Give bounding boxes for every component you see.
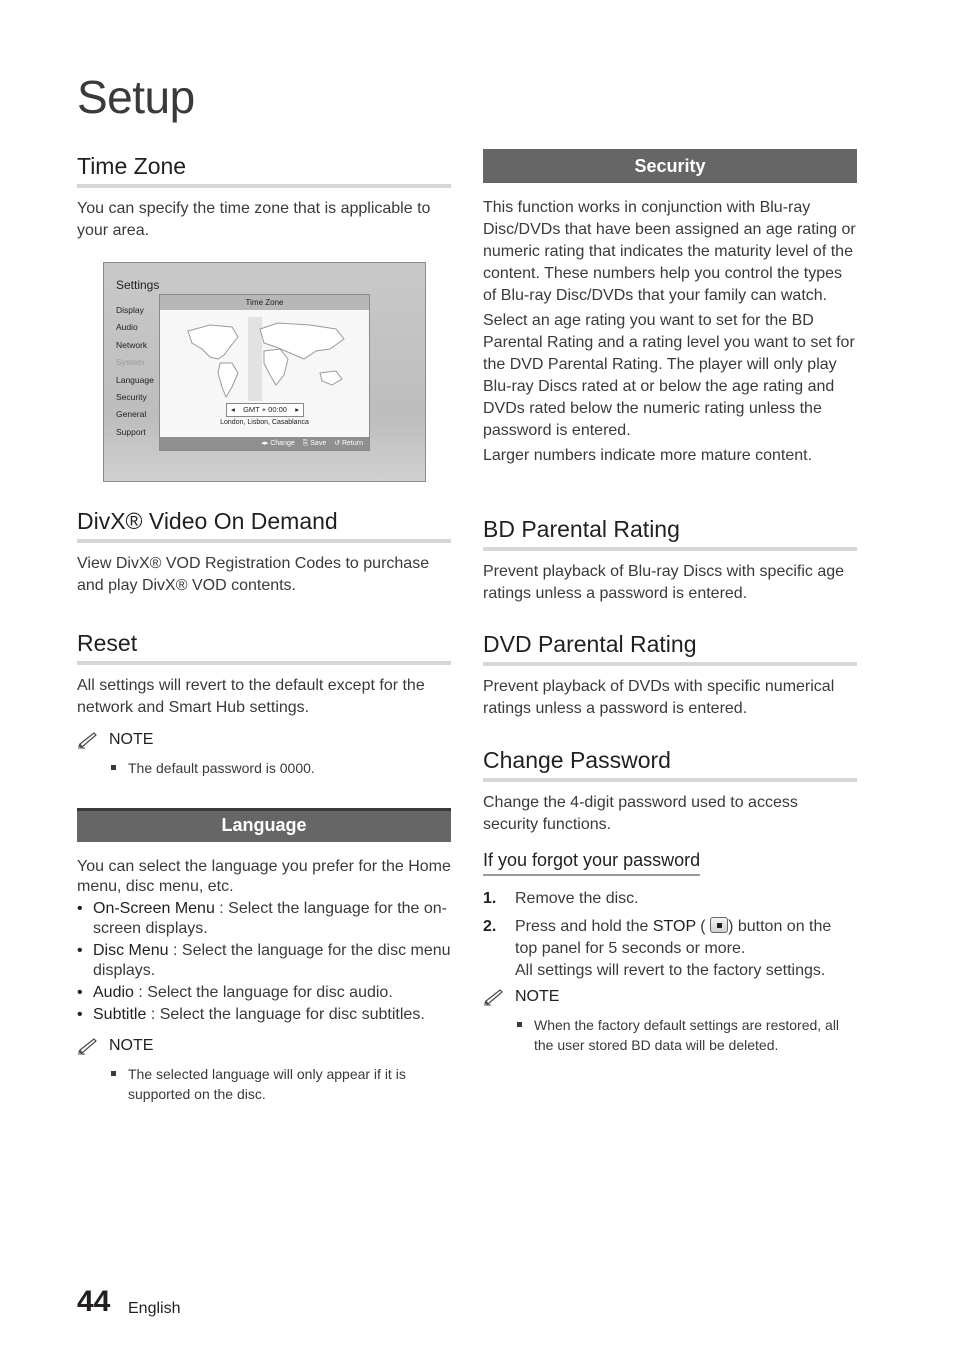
save-hint: ⎘ Save (302, 440, 327, 447)
step-text-pre: Press and hold the (515, 918, 653, 936)
term: On-Screen Menu (93, 900, 215, 917)
bd-rating-heading: BD Parental Rating (483, 517, 857, 551)
desc: : Select the language for disc audio. (133, 984, 393, 1001)
bd-rating-section (483, 517, 857, 605)
term: Audio (93, 984, 134, 1001)
divx-section (77, 509, 451, 597)
reset-note-list (77, 758, 451, 778)
note-label: NOTE (515, 988, 560, 1006)
window-footer (160, 437, 369, 450)
security-section (483, 149, 857, 470)
security-bar: Security (483, 149, 857, 183)
password-note-list (483, 1015, 857, 1055)
menu-item: General (116, 409, 147, 420)
window-title: Time Zone (160, 295, 369, 310)
page-title: Setup (77, 71, 195, 123)
steps-list (483, 888, 857, 982)
list-item (77, 1005, 451, 1025)
language-note (77, 1037, 451, 1055)
forgot-password-heading: If you forgot your password (483, 850, 700, 876)
list-item (77, 899, 451, 939)
menu-item: Network (116, 339, 148, 350)
list-item (77, 983, 451, 1003)
change-password-section (483, 748, 857, 1055)
list-item (77, 941, 451, 981)
step-number: 2. (483, 918, 497, 936)
language-note-list (77, 1064, 451, 1104)
reset-heading: Reset (77, 631, 451, 665)
reset-note (77, 731, 451, 749)
dvd-rating-section (483, 632, 857, 720)
desc: : Select the language for the disc menu displays. (93, 942, 451, 979)
menu-item: System (116, 357, 145, 368)
step-text-open: ( (695, 918, 706, 936)
note-item: When the factory default settings are restored, all the user stored BD data will be deleted. (517, 1015, 857, 1055)
password-note (483, 988, 857, 1006)
time-zone-text: You can specify the time zone that is applicable to your area. (77, 200, 431, 240)
page-number: 44 (77, 1285, 111, 1318)
time-zone-window (159, 294, 370, 451)
language-bar: Language (77, 808, 451, 842)
forgot-password (483, 850, 857, 876)
menu-item: Language (116, 374, 154, 385)
pencil-note-icon (77, 1037, 99, 1055)
security-text (483, 197, 857, 467)
stop-button-icon (710, 917, 728, 933)
step-text-post: ) button on the top panel for 5 seconds or more. (515, 918, 832, 958)
time-zone-section (77, 154, 451, 242)
menu-item: Support (116, 426, 146, 437)
divx-text: View DivX® VOD Registration Codes to purchase and play DivX® VOD contents. (77, 555, 430, 595)
step-item (483, 888, 857, 910)
term: Disc Menu (93, 942, 169, 959)
return-hint: ↺ Return (334, 440, 363, 447)
time-zone-screenshot (103, 262, 426, 482)
language-list (77, 899, 451, 1025)
left-arrow-icon[interactable]: ◂ (231, 405, 235, 414)
change-password-heading: Change Password (483, 748, 857, 782)
divx-heading: DivX® Video On Demand (77, 509, 451, 543)
stop-label: STOP (652, 918, 696, 936)
right-arrow-icon[interactable]: ▸ (295, 405, 299, 414)
language-section (77, 808, 451, 1104)
time-zone-selector[interactable] (226, 403, 304, 417)
reset-section (77, 631, 451, 778)
city-list: London, Lisbon, Casablanca (220, 419, 309, 426)
menu-item: Security (116, 391, 147, 402)
change-password-text: Change the 4-digit password used to access security functions. (483, 794, 798, 834)
reset-text: All settings will revert to the default except for the network and Smart Hub settings. (77, 677, 425, 717)
bd-rating-text: Prevent playback of Blu-ray Discs with specific age ratings unless a password is entered. (483, 563, 845, 603)
desc: : Select the language for disc subtitles. (146, 1006, 425, 1023)
security-paragraph: This function works in conjunction with Blu-ray Disc/DVDs that have been assigned an age rating or numeric rating that indicates the maturity level of the content. These numbers help you control the types of Blu-ray Disc/DVDs that your family can watch. (483, 199, 856, 304)
note-item: The selected language will only appear if it is supported on the disc. (111, 1064, 451, 1104)
time-zone-value: GMT + 00:00 (243, 405, 287, 414)
desc: : Select the language for the on-screen displays. (93, 900, 447, 937)
step-text: Remove the disc. (515, 890, 639, 908)
footer-language: English (128, 1300, 181, 1317)
step-number: 1. (483, 890, 497, 908)
settings-title: Settings (116, 278, 160, 292)
world-map-icon (180, 317, 352, 401)
security-paragraph: Select an age rating you want to set for the BD Parental Rating and a rating level you want to set for the DVD Parental Rating. The player will only play Blu-ray Discs rated at or below the age rating and DVDs rated below the numeric rating unless the password is entered. (483, 312, 855, 439)
pencil-note-icon (483, 988, 505, 1006)
change-hint: ◂▸ Change (261, 440, 295, 447)
security-paragraph: Larger numbers indicate more mature content. (483, 447, 813, 464)
pencil-note-icon (77, 731, 99, 749)
menu-item: Display (116, 305, 144, 315)
note-label: NOTE (109, 1037, 154, 1054)
note-label: NOTE (109, 731, 154, 749)
settings-menu (116, 302, 154, 441)
dvd-rating-heading: DVD Parental Rating (483, 632, 857, 666)
language-intro: You can select the language you prefer for the Home menu, disc menu, etc. (77, 858, 451, 895)
dvd-rating-text: Prevent playback of DVDs with specific numerical ratings unless a password is entered. (483, 678, 835, 718)
note-item: The default password is 0000. (111, 758, 451, 778)
step-item (483, 916, 857, 982)
step-text-line2: All settings will revert to the factory settings. (515, 962, 826, 980)
menu-item: Audio (116, 322, 138, 333)
time-zone-heading: Time Zone (77, 154, 451, 188)
term: Subtitle (93, 1006, 147, 1023)
